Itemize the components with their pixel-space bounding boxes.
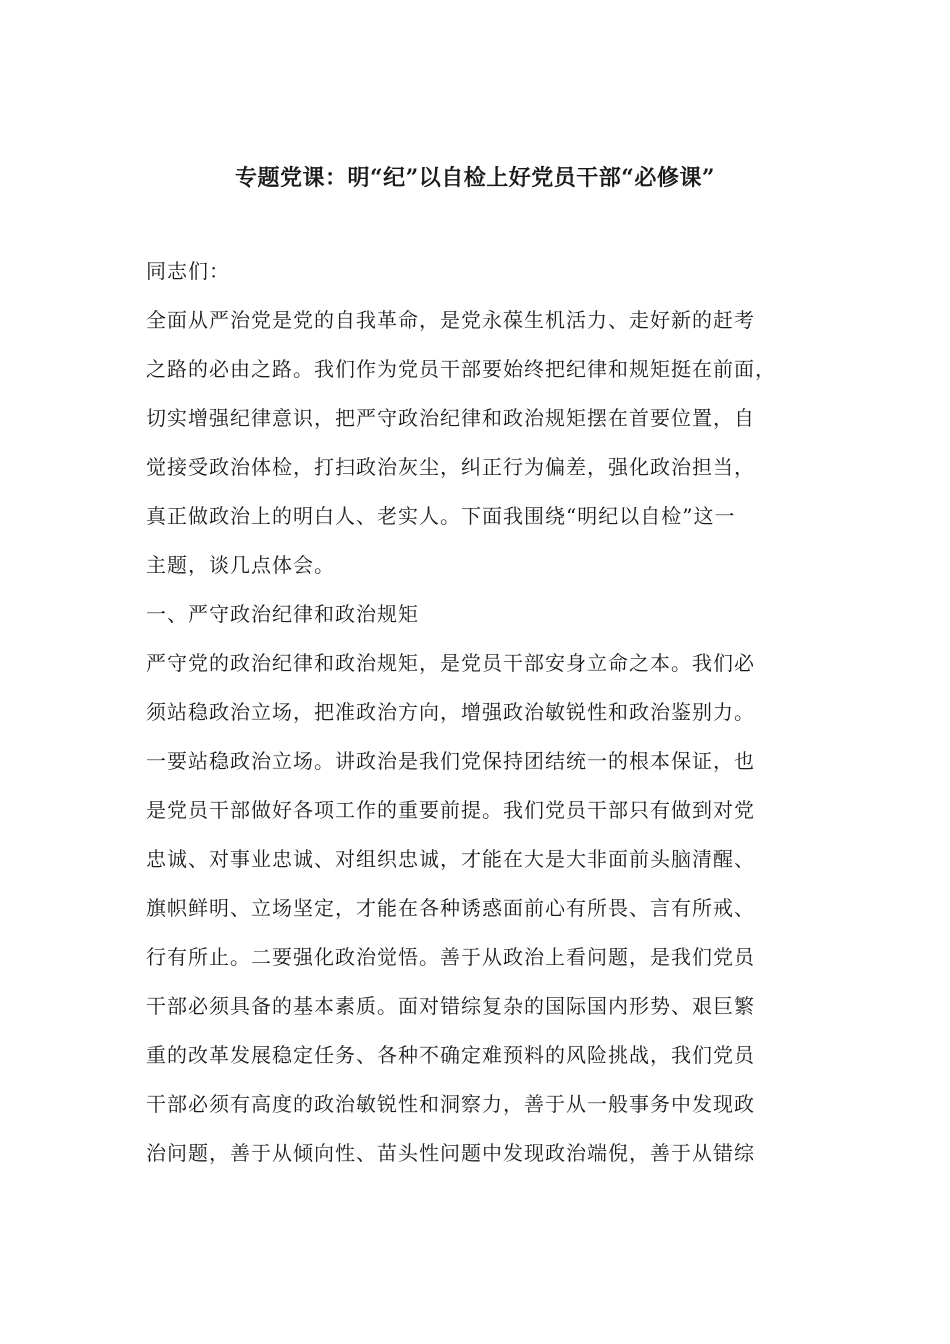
text-line: 切实增强纪律意识，把严守政治纪律和政治规矩摆在首要位置，自: [146, 406, 755, 430]
document-body: [146, 256, 826, 1187]
section-heading: 一、严守政治纪律和政治规矩: [146, 602, 419, 626]
text-line: 真正做政治上的明白人、老实人。下面我围绕“明纪以自检”这一: [146, 504, 736, 528]
text-line: 治问题，善于从倾向性、苗头性问题中发现政治端倪，善于从错综: [146, 1141, 755, 1165]
text-line: 之路的必由之路。我们作为党员干部要始终把纪律和规矩挺在前面，: [146, 357, 776, 381]
text-line: 旗帜鲜明、立场坚定，才能在各种诱惑面前心有所畏、言有所戒、: [146, 896, 755, 920]
text-line: 全面从严治党是党的自我革命，是党永葆生机活力、走好新的赶考: [146, 308, 755, 332]
text-line: 主题，谈几点体会。: [146, 553, 335, 577]
text-line: 忠诚、对事业忠诚、对组织忠诚，才能在大是大非面前头脑清醒、: [146, 847, 755, 871]
text-line: 是党员干部做好各项工作的重要前提。我们党员干部只有做到对党: [146, 798, 755, 822]
text-line: 觉接受政治体检，打扫政治灰尘，纠正行为偏差，强化政治担当，: [146, 455, 755, 479]
text-line: 重的改革发展稳定任务、各种不确定难预料的风险挑战，我们党员: [146, 1043, 755, 1067]
text-line: 须站稳政治立场，把准政治方向，增强政治敏锐性和政治鉴别力。: [146, 700, 755, 724]
text-line: 干部必须有高度的政治敏锐性和洞察力，善于从一般事务中发现政: [146, 1092, 755, 1116]
salutation: 同志们：: [146, 259, 230, 283]
text-line: 一要站稳政治立场。讲政治是我们党保持团结统一的根本保证，也: [146, 749, 755, 773]
document-title: 专题党课：明“纪”以自检上好党员干部“必修课”: [234, 165, 716, 191]
text-line: 干部必须具备的基本素质。面对错综复杂的国际国内形势、艰巨繁: [146, 994, 755, 1018]
text-line: 严守党的政治纪律和政治规矩，是党员干部安身立命之本。我们必: [146, 651, 755, 675]
text-line: 行有所止。二要强化政治觉悟。善于从政治上看问题，是我们党员: [146, 945, 755, 969]
